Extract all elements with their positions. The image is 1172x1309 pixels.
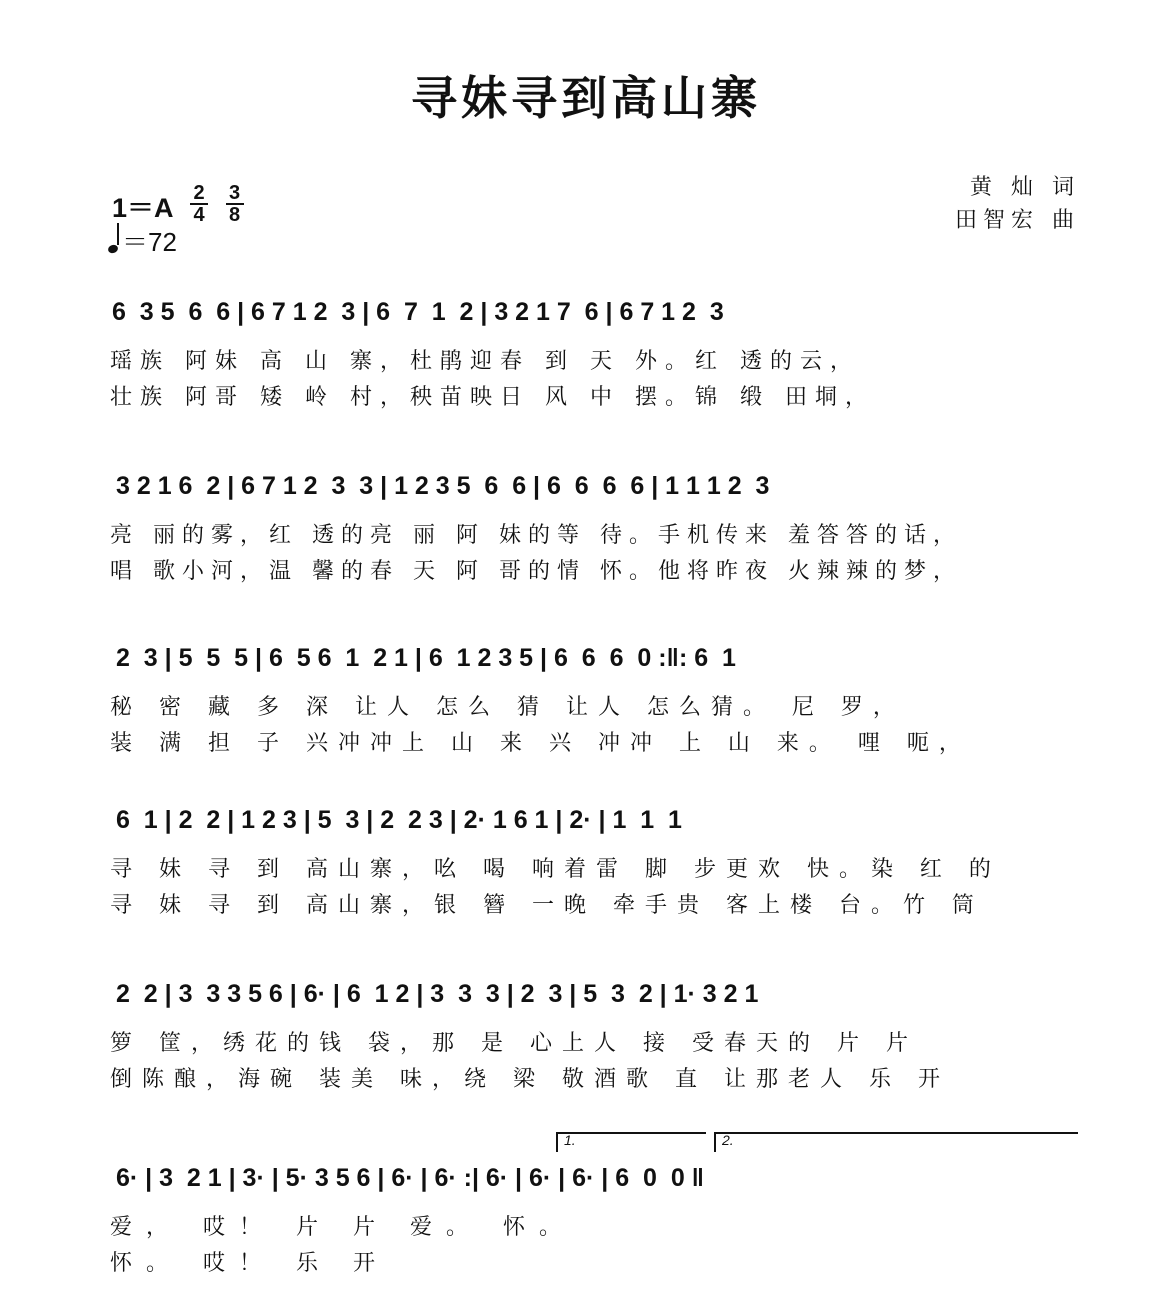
- key-signature: 1＝A: [112, 193, 173, 223]
- lyrics-verse-2: 壮族 阿哥 矮 岭 村，秧苗映日 风 中 摆。锦 缎 田垌，: [110, 385, 875, 410]
- notation-line: 3 2 1 6 2 | 6 7 1 2 3 3 | 1 2 3 5 6 6 | 6 6 6 6 | 1 1 1 2 3: [116, 472, 770, 500]
- time-signature-3-8: $\frac{3}{8}$: [226, 183, 244, 225]
- notation-line: 2 2 | 3 3 3 5 6 | 6· | 6 1 2 | 3 3 3 | 2 3 | 5 3 2 | 1· 3 2 1: [116, 980, 759, 1008]
- second-ending-bracket: 2.: [714, 1132, 1078, 1152]
- notation-line: 2 3 | 5 5 5 | 6 5 6 1 2 1 | 6 1 2 3 5 | 6 6 6 0 :‖: 6 1: [116, 644, 736, 672]
- time-signature-2-4: $\frac{2}{4}$: [190, 183, 208, 225]
- notation-line: 6 1 | 2 2 | 1 2 3 | 5 3 | 2 2 3 | 2· 1 6 1 | 2· | 1 1 1: [116, 806, 682, 834]
- lyricist-credit: 黄 灿 词: [970, 175, 1080, 200]
- song-title: 寻妹寻到高山寨: [411, 71, 761, 125]
- first-ending-bracket: 1.: [556, 1132, 706, 1152]
- lyrics-verse-1: 瑶族 阿妹 高 山 寨，杜鹃迎春 到 天 外。红 透的云，: [110, 349, 860, 374]
- notation-line: 6· | 3 2 1 | 3· | 5· 3 5 6 | 6· | 6· :| 6· | 6· | 6· | 6 0 0 ‖: [116, 1164, 705, 1192]
- composer-credit: 田智宏 曲: [955, 208, 1080, 233]
- lyrics-verse-1: 秘 密 藏 多 深 让人 怎么 猜 让人 怎么猜。 尼 罗，: [110, 695, 905, 720]
- lyrics-verse-2: 倒陈酿，海碗 装美 味，绕 梁 敬酒歌 直 让那老人 乐 开: [110, 1067, 950, 1092]
- notation-line: 6 3 5 6 6 | 6 7 1 2 3 | 6 7 1 2 | 3 2 1 7 6 | 6 7 1 2 3: [112, 298, 724, 326]
- lyrics-verse-2: 装 满 担 子 兴冲冲上 山 来 兴 冲冲 上 山 来。 哩 呃，: [110, 731, 971, 756]
- quarter-note-icon: [107, 244, 119, 255]
- tempo-marking: ＝72: [108, 222, 177, 259]
- lyrics-verse-2: 怀。 哎！ 乐 开: [110, 1251, 389, 1276]
- lyrics-verse-2: 寻 妹 寻 到 高山寨，银 簪 一晚 牵手贵 客上楼 台。竹 筒: [110, 893, 984, 918]
- lyrics-verse-2: 唱 歌小河，温 馨的春 天 阿 哥的情 怀。他将昨夜 火辣辣的梦，: [110, 559, 962, 584]
- lyrics-verse-1: 爱， 哎！ 片 片 爱。 怀。: [110, 1215, 575, 1240]
- lyrics-verse-1: 寻 妹 寻 到 高山寨，吆 喝 响着雷 脚 步更欢 快。染 红 的: [110, 857, 1001, 882]
- lyrics-verse-1: 箩 筐，绣花的钱 袋，那 是 心上人 接 受春天的 片 片: [110, 1031, 918, 1056]
- lyrics-verse-1: 亮 丽的雾，红 透的亮 丽 阿 妹的等 待。手机传来 羞答答的话，: [110, 523, 962, 548]
